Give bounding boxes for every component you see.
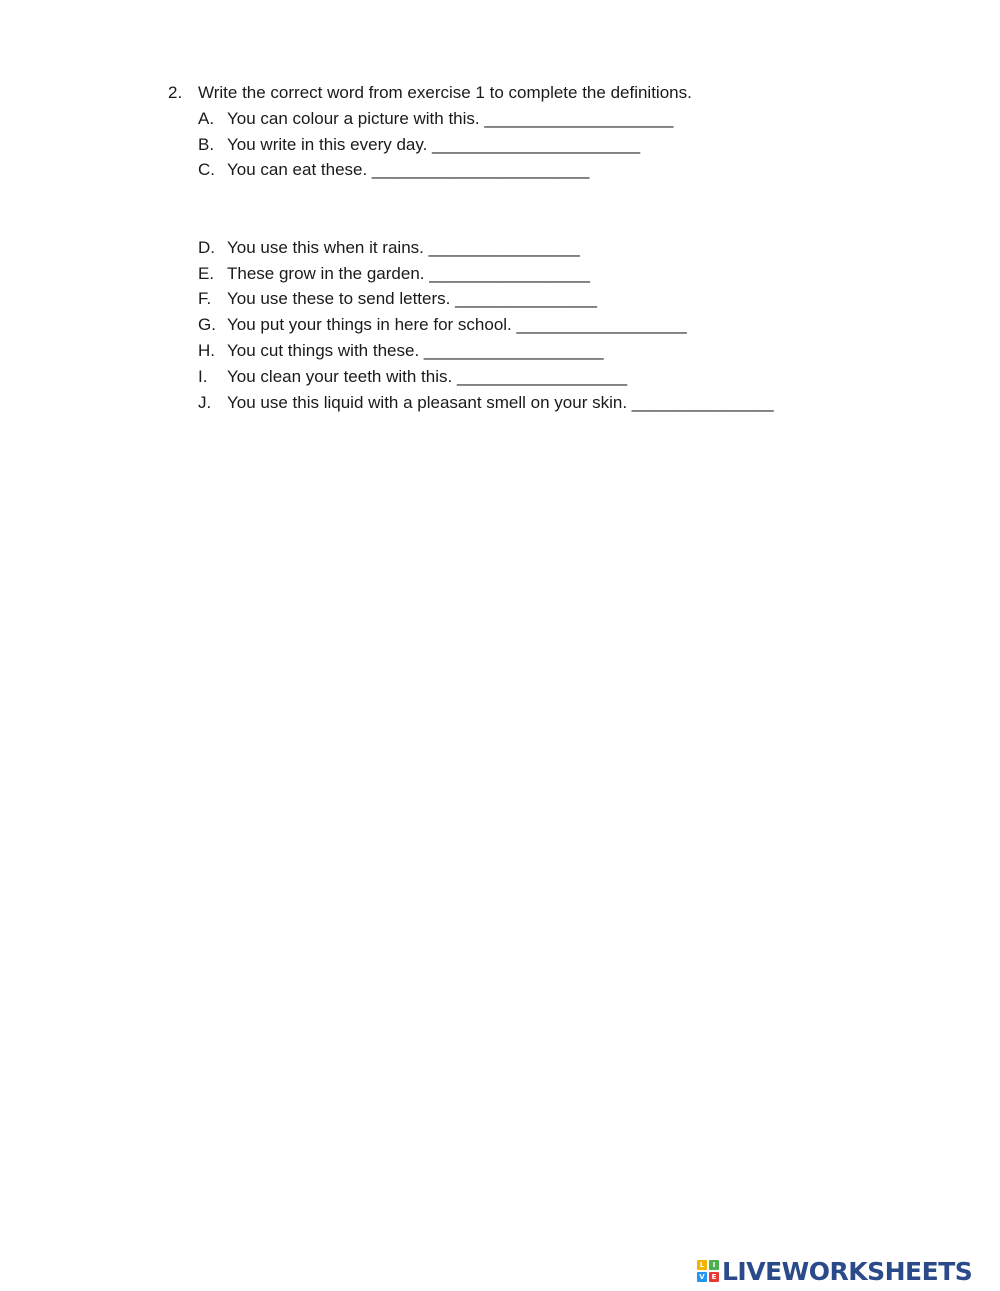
definition-item-h	[198, 340, 604, 362]
item-letter: H.	[198, 341, 215, 360]
definition-item-e	[198, 263, 590, 285]
liveworksheets-logo	[697, 1256, 972, 1286]
definition-item-a	[198, 108, 673, 130]
item-text: You clean your teeth with this. __________________	[227, 367, 628, 386]
definition-item-d	[198, 237, 580, 259]
item-letter: B.	[198, 135, 215, 154]
item-letter: D.	[198, 238, 215, 257]
definition-item-g	[198, 314, 687, 336]
item-letter: E.	[198, 264, 215, 283]
logo-text: LIVEWORKSHEETS	[722, 1256, 973, 1286]
logo-block-l: L	[697, 1260, 707, 1270]
item-text: You put your things in here for school. __________________	[227, 315, 687, 334]
logo-block-i: I	[709, 1260, 719, 1270]
question-number: 2.	[168, 83, 183, 102]
item-text: You can eat these. _______________________	[227, 160, 590, 179]
item-letter: F.	[198, 289, 212, 308]
item-letter: A.	[198, 109, 215, 128]
logo-block-v: V	[697, 1272, 707, 1282]
item-letter: G.	[198, 315, 216, 334]
definition-item-c	[198, 159, 589, 181]
logo-block-e: E	[709, 1272, 719, 1282]
item-text: You can colour a picture with this. ____________________	[227, 109, 674, 128]
item-letter: C.	[198, 160, 215, 179]
definition-item-j	[198, 392, 774, 414]
definition-item-f	[198, 288, 597, 310]
logo-blocks-icon	[697, 1260, 719, 1282]
definition-item-i	[198, 366, 627, 388]
item-letter: I.	[198, 367, 208, 386]
item-text: You write in this every day. ______________________	[227, 135, 641, 154]
item-text: These grow in the garden. _________________	[227, 264, 590, 283]
question-text: Write the correct word from exercise 1 to complete the definitions.	[198, 83, 692, 102]
item-text: You use this when it rains. ________________	[227, 238, 580, 257]
item-text: You cut things with these. ___________________	[227, 341, 604, 360]
item-text: You use this liquid with a pleasant smell on your skin. _______________	[227, 393, 774, 412]
definition-item-b	[198, 134, 640, 156]
question-heading	[168, 82, 692, 104]
item-text: You use these to send letters. _______________	[227, 289, 597, 308]
item-letter: J.	[198, 393, 212, 412]
